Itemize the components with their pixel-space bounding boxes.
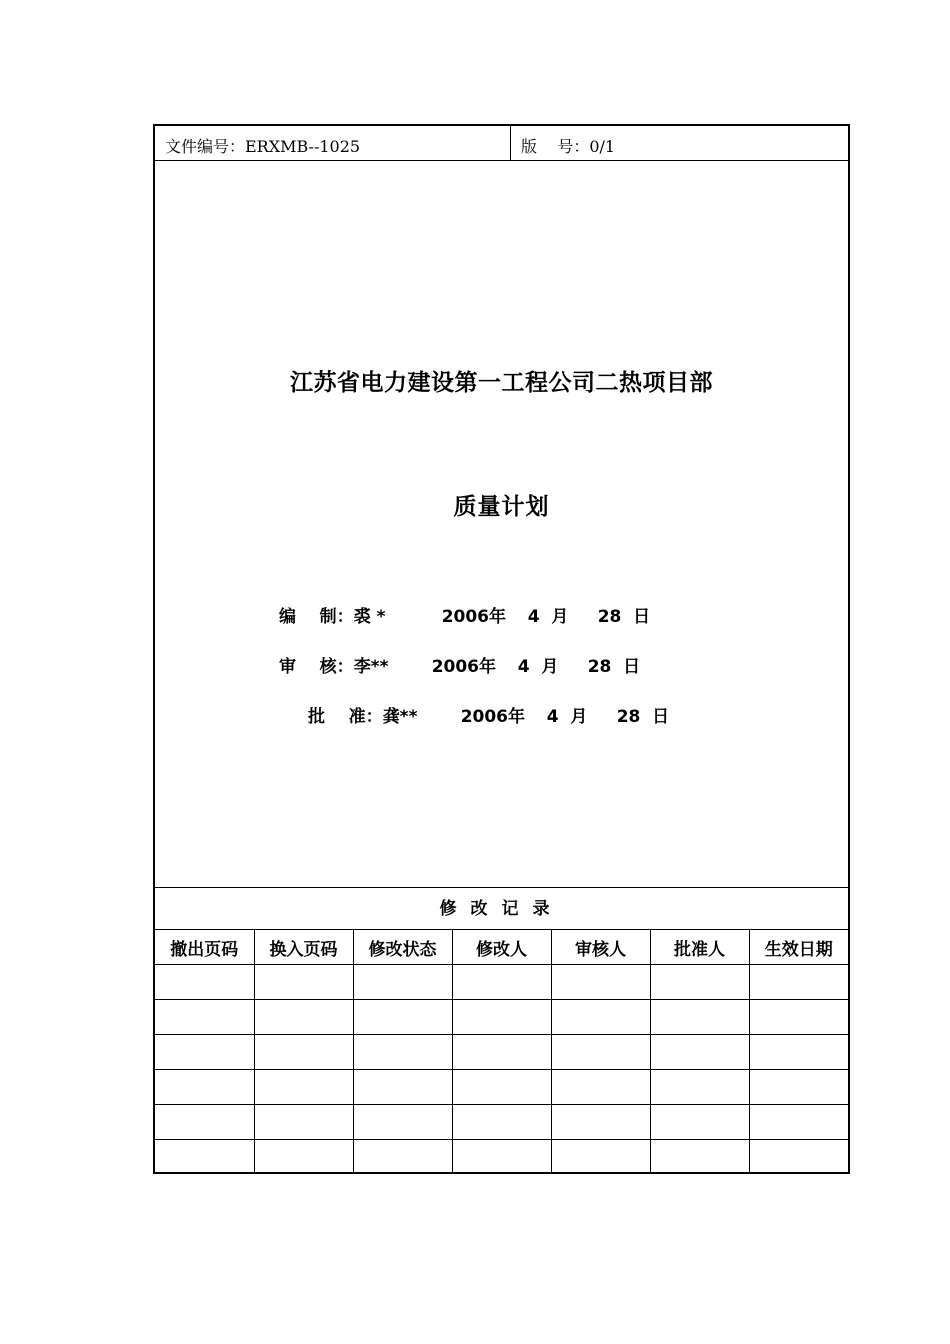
sign-year: 2006年 [441, 607, 507, 627]
table-cell [551, 965, 650, 1000]
col-revision-status: 修改状态 [353, 930, 452, 965]
table-cell [749, 1105, 848, 1140]
table-cell [749, 1035, 848, 1070]
table-cell [353, 965, 452, 1000]
doc-number: 文件编号：ERXMB--1025 [165, 137, 361, 156]
table-row [155, 1140, 848, 1175]
sign-role: 编 制： [279, 607, 354, 627]
sign-day: 28 日 [587, 657, 641, 677]
signature-approved [308, 702, 669, 727]
table-cell [353, 1070, 452, 1105]
sign-month: 4 月 [546, 707, 588, 727]
table-row [155, 1105, 848, 1140]
table-cell [650, 965, 749, 1000]
table-cell [749, 965, 848, 1000]
table-cell [155, 1140, 254, 1175]
table-cell [155, 1105, 254, 1140]
table-cell [452, 1000, 551, 1035]
version-number: 版 号：0/1 [521, 137, 616, 156]
table-cell [650, 1140, 749, 1175]
sign-name: 李** [353, 657, 389, 677]
table-cell [353, 1035, 452, 1070]
col-effective-date: 生效日期 [749, 930, 848, 965]
table-cell [650, 1035, 749, 1070]
table-cell [254, 1140, 353, 1175]
table-cell [155, 1000, 254, 1035]
table-cell [254, 1000, 353, 1035]
sign-month: 4 月 [527, 607, 569, 627]
table-cell [452, 1105, 551, 1140]
sign-day: 28 日 [616, 707, 670, 727]
revision-body [155, 965, 848, 1175]
table-cell [155, 1035, 254, 1070]
table-cell [452, 965, 551, 1000]
sign-role: 批 准： [308, 707, 383, 727]
table-row [155, 965, 848, 1000]
revision-record-title: 修改记录 [155, 887, 848, 930]
sign-day: 28 日 [597, 607, 651, 627]
version-cell [511, 126, 848, 160]
col-reviser: 修改人 [452, 930, 551, 965]
table-cell [353, 1000, 452, 1035]
col-reviewer: 审核人 [551, 930, 650, 965]
table-cell [254, 1070, 353, 1105]
table-cell [650, 1070, 749, 1105]
col-withdrawn-page: 撤出页码 [155, 930, 254, 965]
table-cell [353, 1140, 452, 1175]
table-cell [749, 1070, 848, 1105]
plan-title: 质量计划 [453, 494, 550, 520]
table-cell [452, 1070, 551, 1105]
table-cell [551, 1000, 650, 1035]
table-cell [551, 1105, 650, 1140]
signature-reviewed [279, 652, 640, 677]
table-cell [254, 1105, 353, 1140]
sign-month: 4 月 [517, 657, 559, 677]
company-title: 江苏省电力建设第一工程公司二热项目部 [290, 370, 713, 396]
table-row [155, 1000, 848, 1035]
doc-number-cell [155, 126, 511, 160]
sign-role: 审 核： [279, 657, 354, 677]
header-row [155, 126, 848, 161]
table-cell [452, 1140, 551, 1175]
table-cell [650, 1000, 749, 1035]
table-cell [551, 1070, 650, 1105]
table-cell [650, 1105, 749, 1140]
table-row [155, 1070, 848, 1105]
table-cell [452, 1035, 551, 1070]
table-cell [254, 1035, 353, 1070]
document-frame [153, 124, 850, 1174]
sign-year: 2006年 [460, 707, 526, 727]
table-cell [749, 1140, 848, 1175]
table-cell [353, 1105, 452, 1140]
sign-name: 裘 * [353, 607, 386, 627]
table-cell [155, 1070, 254, 1105]
table-cell [551, 1140, 650, 1175]
table-cell [155, 965, 254, 1000]
revision-table [155, 930, 848, 1174]
table-cell [749, 1000, 848, 1035]
signature-compiled [279, 602, 650, 627]
col-approver: 批准人 [650, 930, 749, 965]
table-cell [254, 965, 353, 1000]
revision-header-row [155, 930, 848, 965]
table-cell [551, 1035, 650, 1070]
sign-name: 龚** [382, 707, 418, 727]
col-replaced-page: 换入页码 [254, 930, 353, 965]
table-row [155, 1035, 848, 1070]
sign-year: 2006年 [431, 657, 497, 677]
